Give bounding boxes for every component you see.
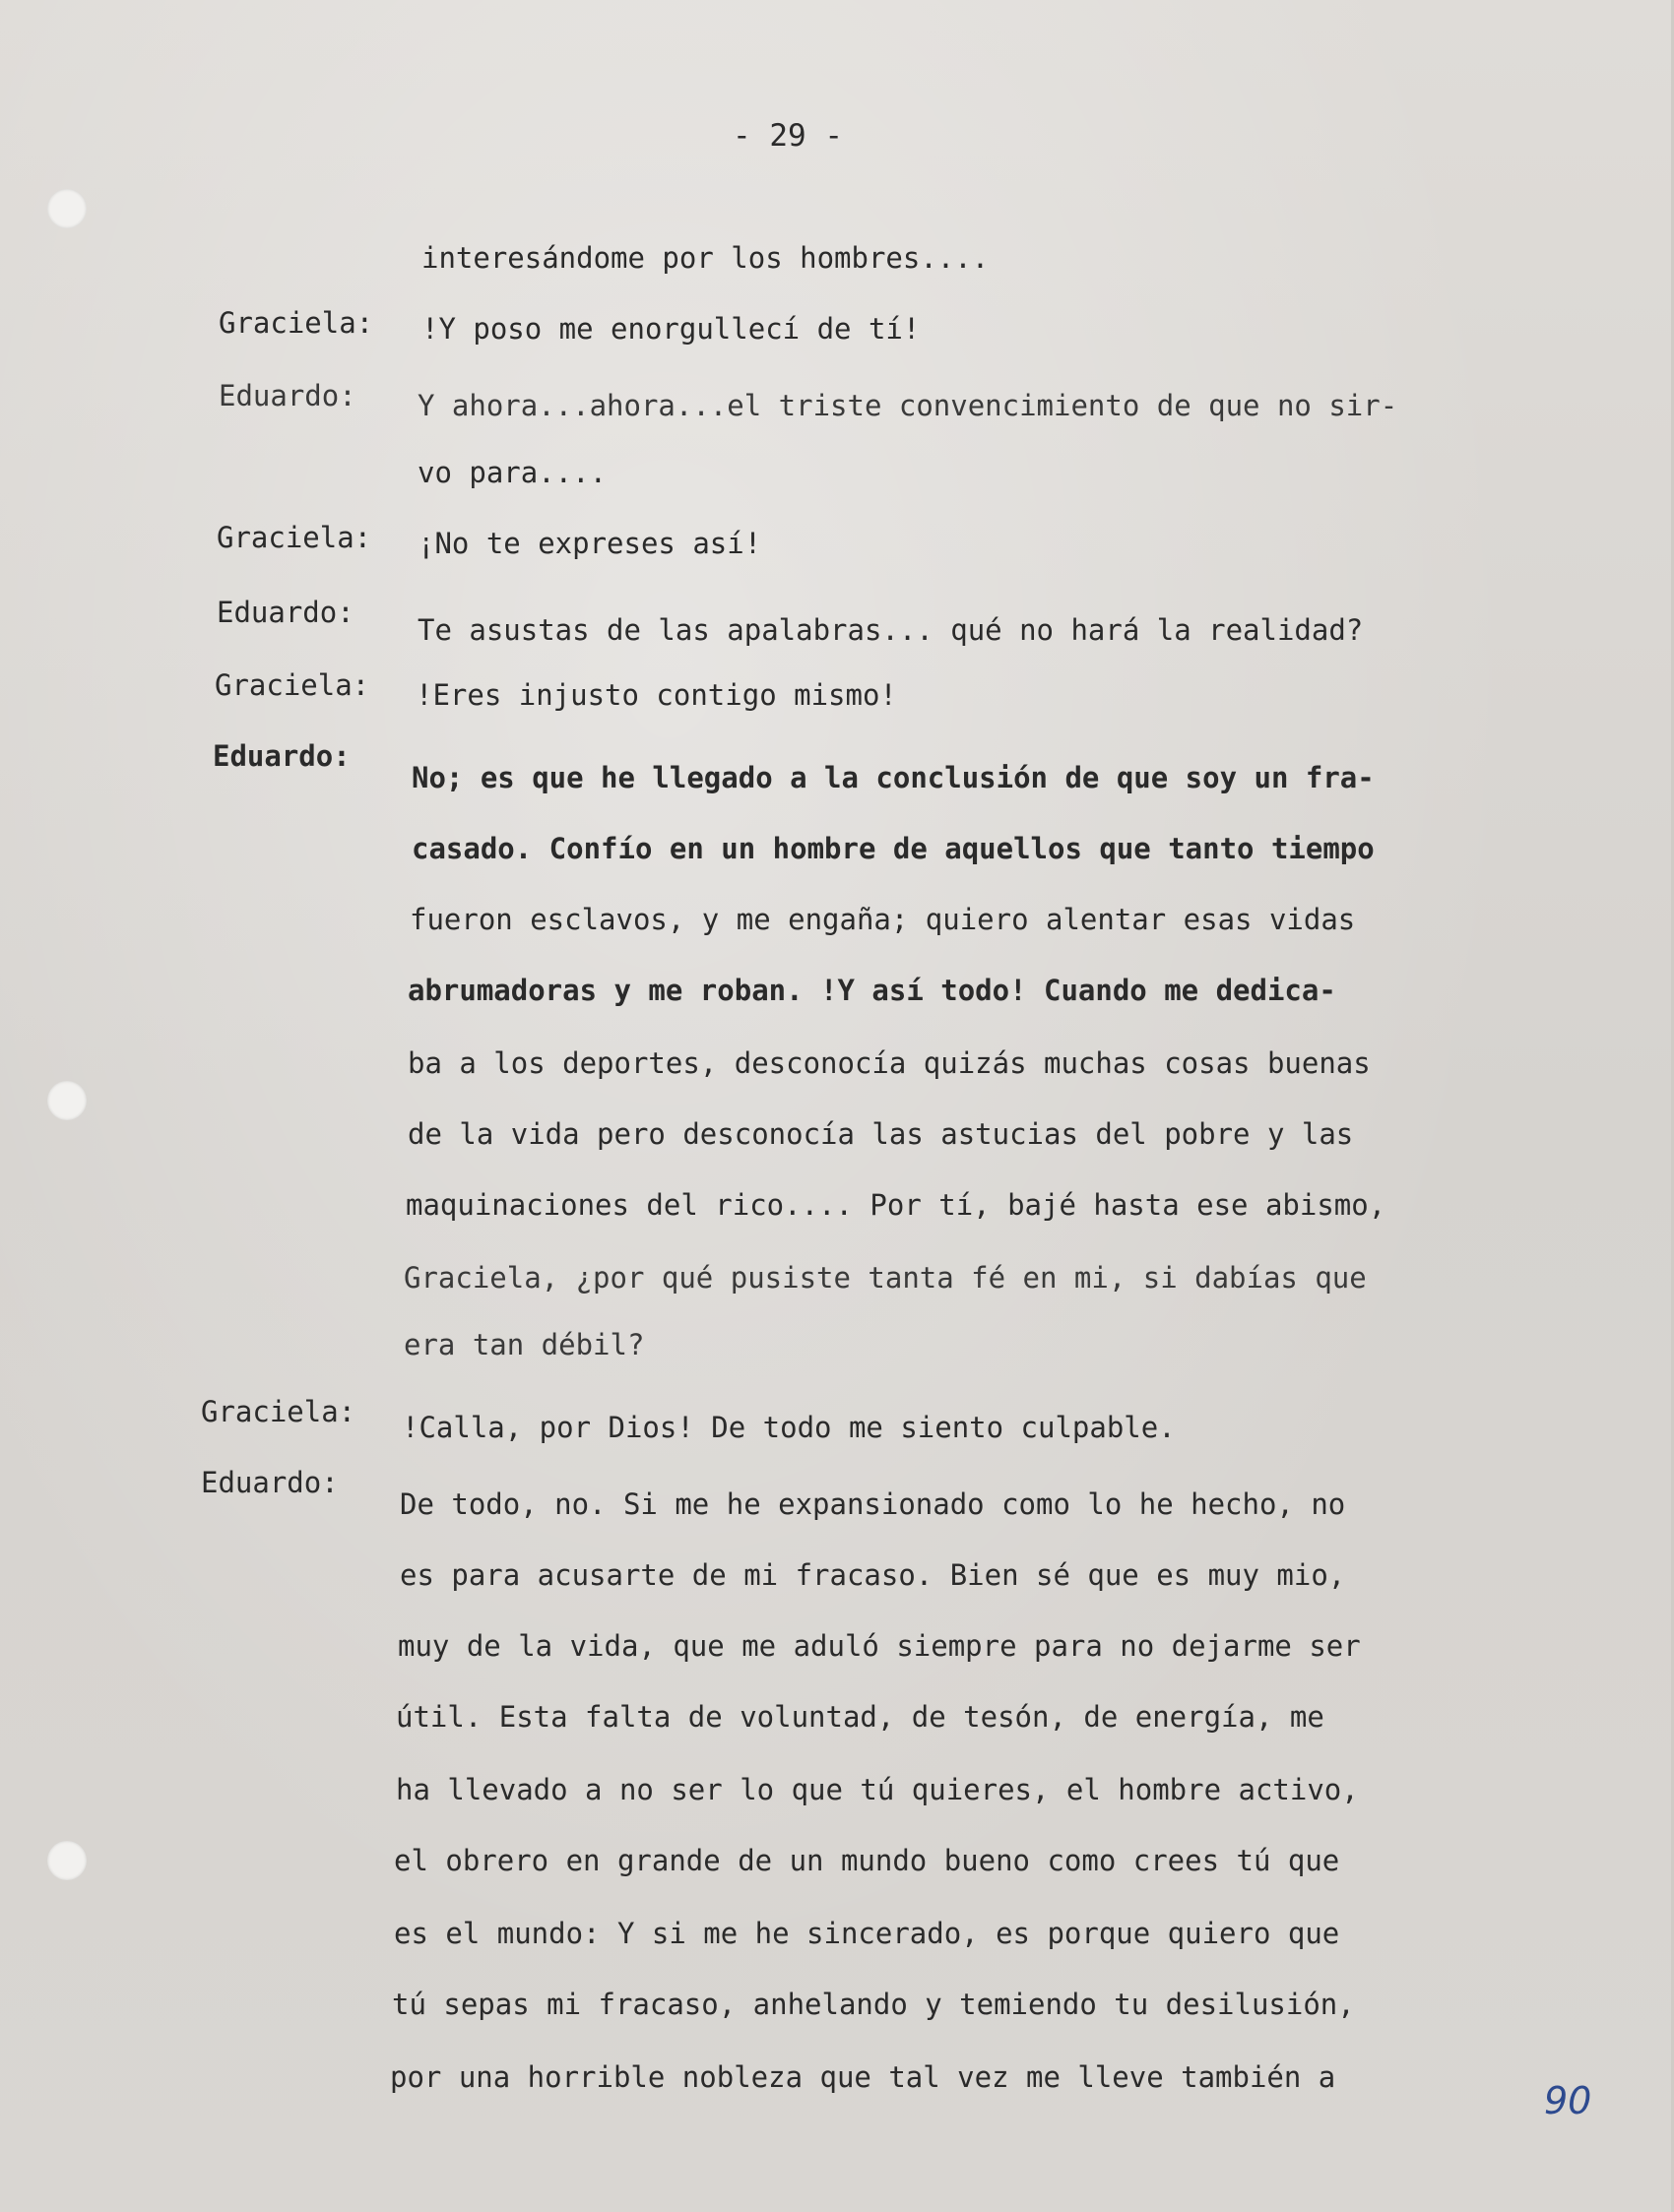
dialogue-line: ¡No te expreses así! bbox=[418, 527, 762, 560]
speaker-name: Graciela: bbox=[201, 1395, 356, 1428]
speaker-name: Eduardo: bbox=[201, 1466, 339, 1499]
dialogue-line: el obrero en grande de un mundo bueno como crees tú que bbox=[394, 1844, 1340, 1877]
dialogue-line: Y ahora...ahora...el triste convencimiento de que no sir- bbox=[418, 389, 1398, 422]
page-number: - 29 - bbox=[733, 118, 843, 154]
dialogue-line: !Y poso me enorgullecí de tí! bbox=[421, 312, 921, 346]
dialogue-line: de la vida pero desconocía las astucias del pobre y las bbox=[408, 1117, 1354, 1151]
dialogue-line: fueron esclavos, y me engaña; quiero alentar esas vidas bbox=[410, 903, 1356, 936]
dialogue-line: !Calla, por Dios! De todo me siento culpable. bbox=[402, 1411, 1176, 1444]
dialogue-line: es para acusarte de mi fracaso. Bien sé que es muy mio, bbox=[400, 1558, 1346, 1592]
dialogue-line: No; es que he llegado a la conclusión de que soy un fra- bbox=[412, 761, 1375, 794]
dialogue-line: ha llevado a no ser lo que tú quieres, el hombre activo, bbox=[396, 1773, 1359, 1806]
speaker-name: Graciela: bbox=[217, 521, 372, 554]
dialogue-line: tú sepas mi fracaso, anhelando y temiendo tu desilusión, bbox=[392, 1988, 1355, 2021]
dialogue-line: útil. Esta falta de voluntad, de tesón, de energía, me bbox=[396, 1700, 1324, 1734]
dialogue-line: vo para.... bbox=[418, 456, 608, 489]
speaker-name: Eduardo: bbox=[219, 379, 356, 412]
speaker-name: Eduardo: bbox=[217, 596, 354, 629]
dialogue-line: casado. Confío en un hombre de aquellos que tanto tiempo bbox=[412, 832, 1375, 865]
dialogue-line: Te asustas de las apalabras... qué no hará la realidad? bbox=[418, 613, 1364, 647]
dialogue-line: De todo, no. Si me he expansionado como lo he hecho, no bbox=[400, 1487, 1346, 1521]
dialogue-line: interesándome por los hombres.... bbox=[421, 241, 990, 275]
dialogue-line: es el mundo: Y si me he sincerado, es porque quiero que bbox=[394, 1917, 1340, 1950]
dialogue-line: muy de la vida, que me aduló siempre para no dejarme ser bbox=[398, 1629, 1361, 1663]
speaker-name: Eduardo: bbox=[213, 739, 351, 773]
dialogue-line: ba a los deportes, desconocía quizás muchas cosas buenas bbox=[408, 1046, 1371, 1080]
dialogue-line: por una horrible nobleza que tal vez me lleve también a bbox=[390, 2060, 1336, 2094]
dialogue-line: abrumadoras y me roban. !Y así todo! Cuando me dedica- bbox=[408, 974, 1336, 1007]
speaker-name: Graciela: bbox=[219, 306, 374, 340]
dialogue-line: maquinaciones del rico.... Por tí, bajé hasta ese abismo, bbox=[406, 1188, 1386, 1222]
handwritten-page-annotation: 90 bbox=[1544, 2079, 1592, 2122]
dialogue-line: era tan débil? bbox=[404, 1328, 645, 1361]
dialogue-line: !Eres injusto contigo mismo! bbox=[416, 678, 897, 712]
dialogue-line: Graciela, ¿por qué pusiste tanta fé en mi, si dabías que bbox=[404, 1261, 1367, 1295]
speaker-name: Graciela: bbox=[215, 668, 370, 702]
